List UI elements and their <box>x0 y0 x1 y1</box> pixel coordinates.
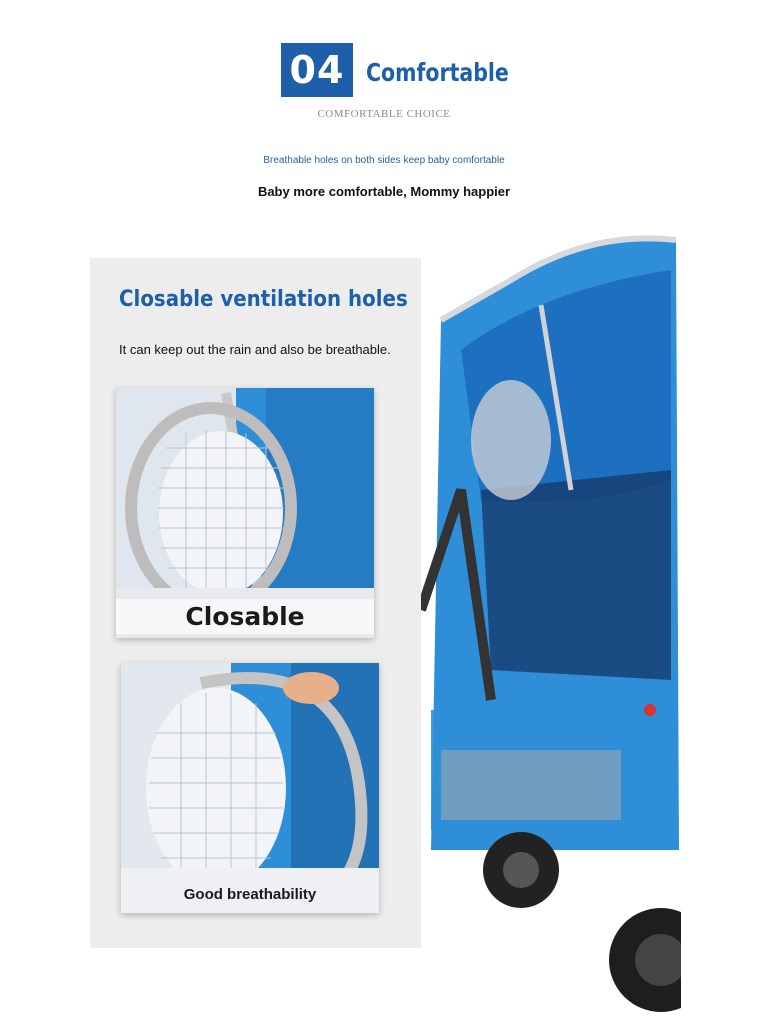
closed-vent-photo <box>116 388 374 638</box>
section-tagline: Breathable holes on both sides keep baby comfortable <box>263 155 505 166</box>
open-vent-photo <box>121 663 379 913</box>
open-vent-illustration <box>121 663 379 913</box>
section-subtitle: COMFORTABLE CHOICE <box>317 108 451 120</box>
stroller-rain-cover-illustration <box>421 230 681 1024</box>
feature-title: Closable ventilation holes <box>119 287 408 312</box>
closable-caption: Closable <box>116 599 374 634</box>
feature-description: It can keep out the rain and also be breathable. <box>119 342 391 357</box>
stroller-image <box>421 230 681 1024</box>
breathability-caption: Good breathability <box>183 886 317 903</box>
section-number-badge: 04 <box>281 43 353 97</box>
section-header <box>0 0 768 230</box>
section-slogan: Baby more comfortable, Mommy happier <box>257 184 511 199</box>
section-title: Comfortable <box>366 58 509 87</box>
